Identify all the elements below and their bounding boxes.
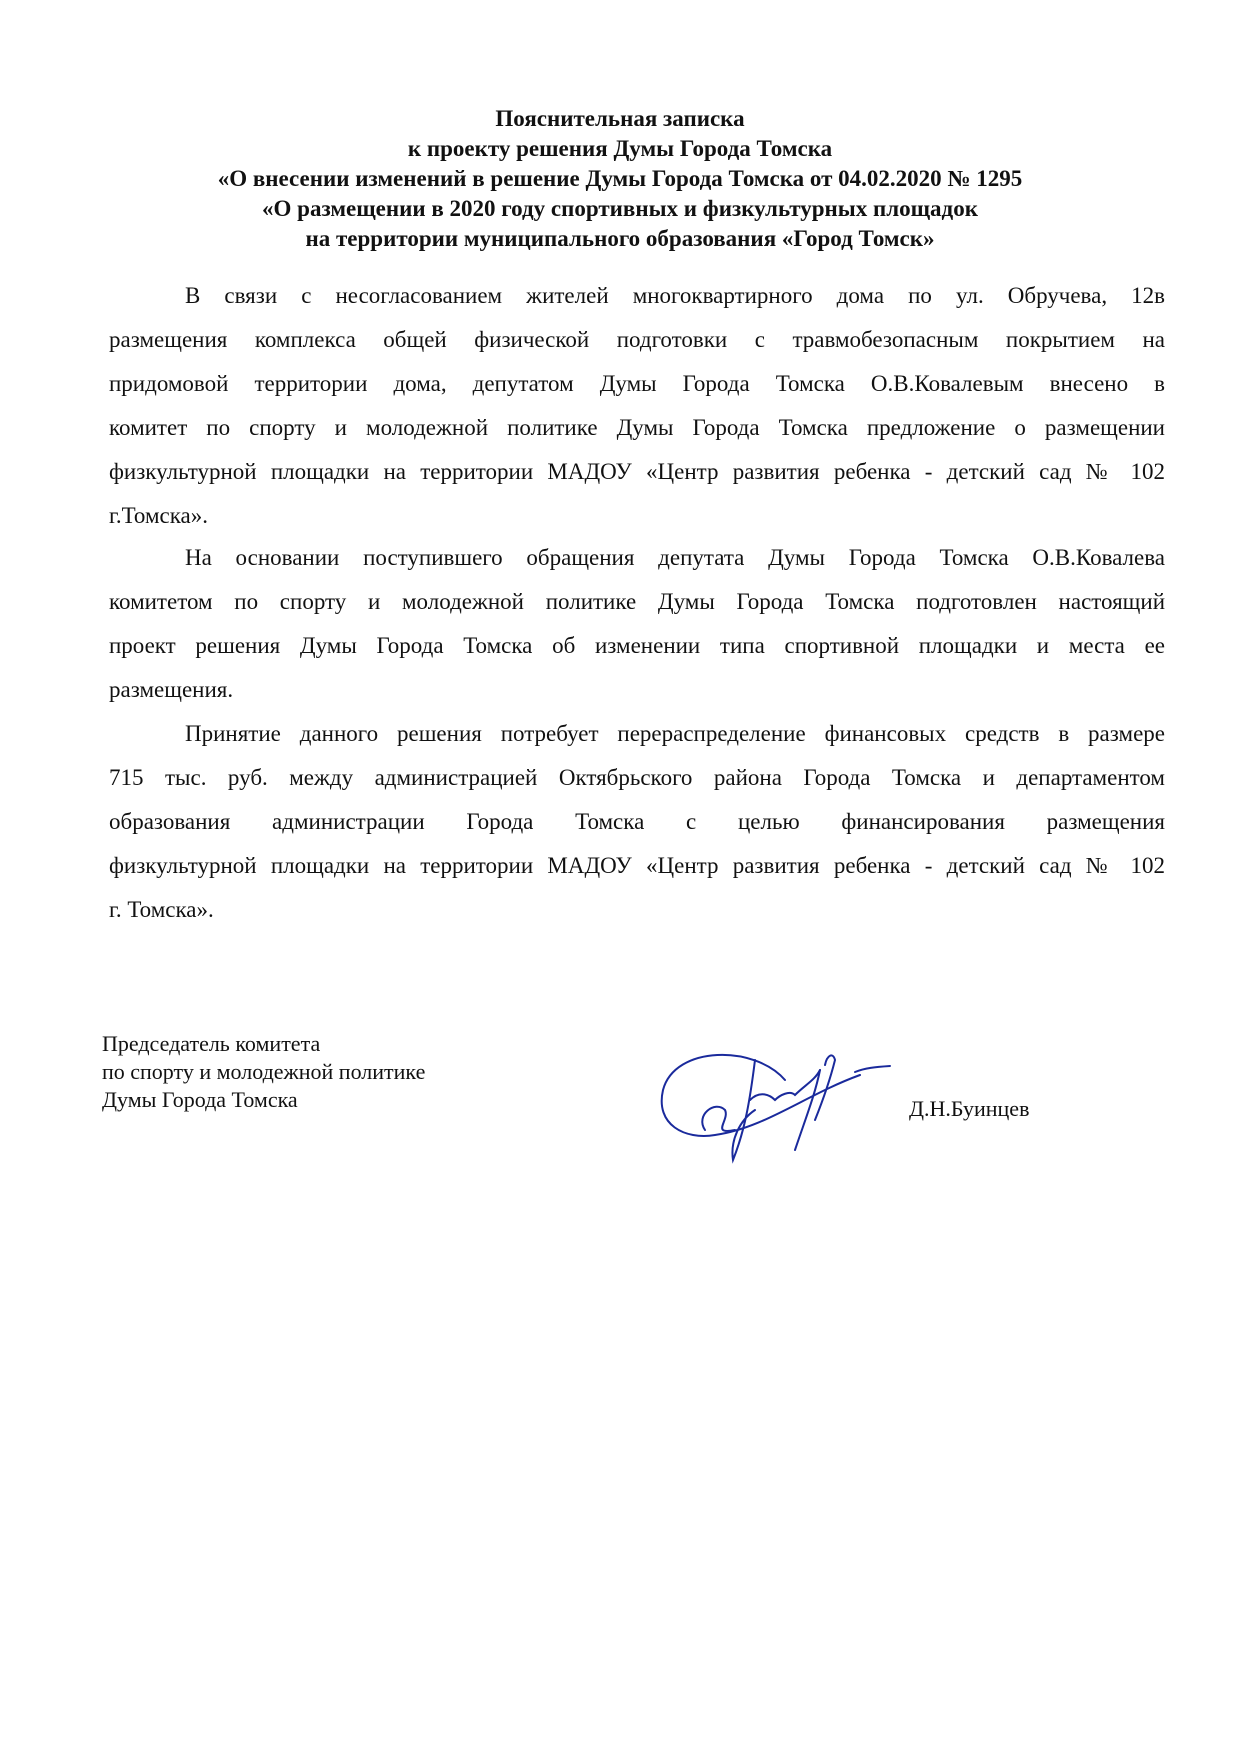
document-title — [0, 104, 1240, 254]
text-line: физкультурной площадки на территории МАДОУ «Центр развития ребенка - детский сад № 102 — [109, 459, 1165, 484]
text-line: Принятие данного решения потребует перераспределение финансовых средств в размере — [185, 721, 1165, 746]
title-line: на территории муниципального образования «Город Томск» — [305, 226, 935, 251]
text-line: придомовой территории дома, депутатом Думы Города Томска О.В.Ковалевым внесено в — [109, 371, 1165, 396]
position-line: по спорту и молодежной политике — [102, 1059, 426, 1084]
signatory-position — [102, 1030, 425, 1114]
text-line: физкультурной площадки на территории МАДОУ «Центр развития ребенка - детский сад № 102 — [109, 853, 1165, 878]
paragraph-2 — [109, 536, 1165, 712]
text-line: г.Томска». — [109, 503, 209, 528]
text-line: В связи с несогласованием жителей многоквартирного дома по ул. Обручева, 12в — [185, 283, 1165, 308]
text-line: проект решения Думы Города Томска об изменении типа спортивной площадки и места ее — [109, 633, 1165, 658]
text-line: На основании поступившего обращения депутата Думы Города Томска О.В.Ковалева — [185, 545, 1165, 570]
text-line: комитетом по спорту и молодежной политике Думы Города Томска подготовлен настоящий — [109, 589, 1165, 614]
text-line: размещения комплекса общей физической подготовки с травмобезопасным покрытием на — [109, 327, 1165, 352]
text-line: образования администрации Города Томска с целью финансирования размещения — [109, 809, 1165, 834]
title-line: Пояснительная записка — [495, 106, 745, 131]
title-line: «О размещении в 2020 году спортивных и физкультурных площадок — [262, 196, 978, 221]
text-line: г. Томска». — [109, 897, 214, 922]
text-line: комитет по спорту и молодежной политике Думы Города Томска предложение о размещении — [109, 415, 1165, 440]
title-line: «О внесении изменений в решение Думы Города Томска от 04.02.2020 № 1295 — [217, 166, 1023, 191]
paragraph-1 — [109, 274, 1165, 538]
signatory-name: Д.Н.Буинцев — [909, 1096, 1030, 1121]
position-line: Председатель комитета — [102, 1031, 321, 1056]
handwritten-signature — [655, 1040, 895, 1180]
text-line: размещения. — [109, 677, 234, 702]
text-line: 715 тыс. руб. между администрацией Октябрьского района Города Томска и департаментом — [109, 765, 1165, 790]
paragraph-3 — [109, 712, 1165, 932]
title-line: к проекту решения Думы Города Томска — [407, 136, 833, 161]
position-line: Думы Города Томска — [102, 1087, 298, 1112]
